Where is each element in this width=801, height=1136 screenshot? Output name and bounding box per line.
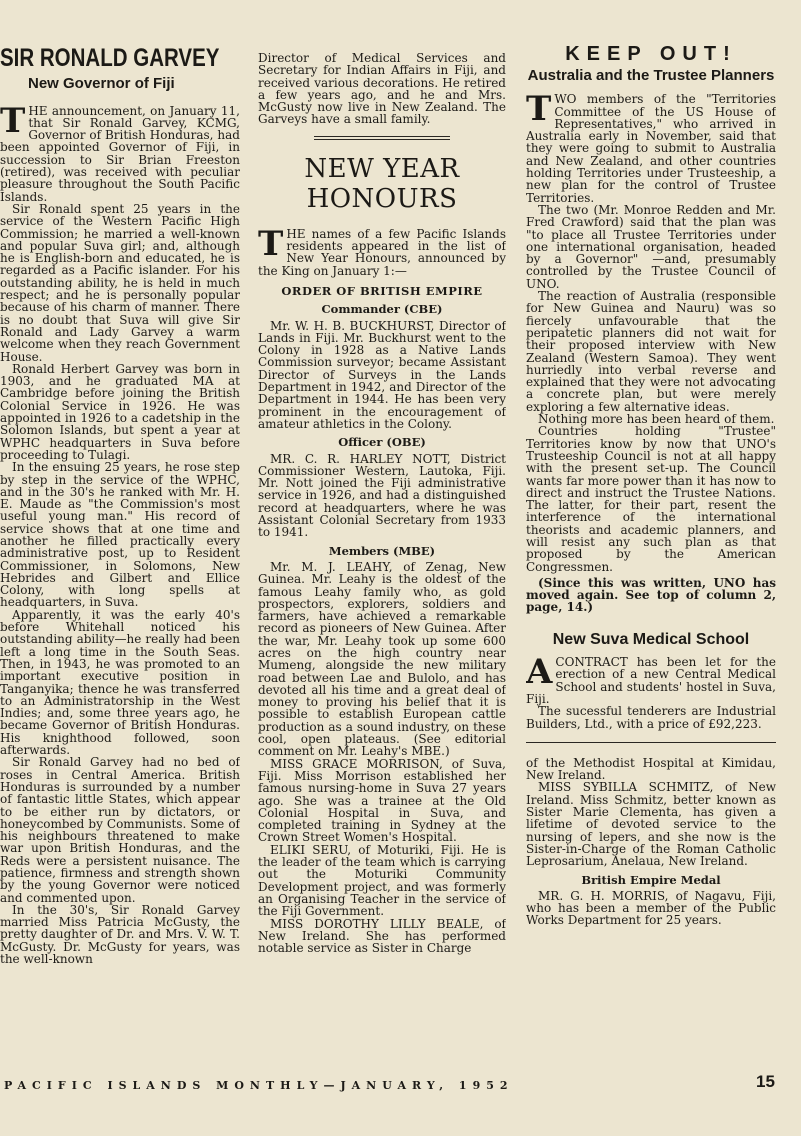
paragraph: Apparently, it was the early 40's before Whitehall noticed his outstanding ability—he really had been left a long time in the South Seas. Then, in 1943, he was promoted to an important executive position in Tanganyika; thence he was transferred to an Administratorship in the West Indies; and, some three years ago, he became Governor of British Honduras. His knighthood followed, soon afterwards. xyxy=(0,607,240,758)
paragraph: The two (Mr. Monroe Redden and Mr. Fred Crawford) said that the plan was "to place all Trustee Territories under one international organisation, headed by a Governor" —and, presumably controlled by the Trustee Council of UNO. xyxy=(526,202,776,291)
paragraph: In the 30's, Sir Ronald Garvey married Miss Patricia McGusty, the pretty daughter of Dr. and Mrs. V. W. T. McGusty. Dr. McGusty for years, was the well-known xyxy=(0,902,240,967)
divider xyxy=(314,139,450,140)
headline-medical-school: New Suva Medical School xyxy=(552,630,750,648)
divider xyxy=(314,136,450,137)
paragraph: MR. G. H. MORRIS, of Nagavu, Fiji, who has been a member of the Public Works Department for 25 years. xyxy=(526,888,776,928)
paragraph: ELIKI SERU, of Moturiki, Fiji. He is the leader of the team which is carrying out the Moturiki Community Development project, and was formerly an Organising Teacher in the service of the Fiji Government. xyxy=(258,842,506,919)
headline-garvey: SIR RONALD GARVEY xyxy=(0,46,220,72)
paragraph: Sir Ronald Garvey had no bed of roses in Central America. British Honduras is surrounded by a number of fantastic little States, which appear to be either run by dictators, or honeycombed by Communists. Some of his neighbours threatened to make war upon British Honduras, and the Reds were a persistent nuisance. The patience, firmness and strength shown by the young Governor were noticed and commented upon. xyxy=(0,755,240,905)
paragraph: MISS SYBILLA SCHMITZ, of New Ireland. Miss Schmitz, better known as Sister Marie Clementa, has given a lifetime of devoted service to the nursing of lepers, and she now is the Sister-in-Charge of the Roman Catholic Leprosarium, Anelaua, New Ireland. xyxy=(526,780,776,869)
section-heading: ORDER OF BRITISH EMPIRE xyxy=(281,283,483,298)
paragraph: THE announcement, on January 11, that Sir Ronald Garvey, KCMG, Governor of British Honduras, had been appointed Governor of Fiji, in succession to Sir Brian Freeston (retired), was received with peculiar pleasure throughout the South Pacific Islands. xyxy=(0,100,240,204)
subhead-trustee: Australia and the Trustee Planners xyxy=(527,67,775,85)
paragraph: The sucessful tenderers are Industrial Builders, Ltd., with a price of £92,223. xyxy=(526,704,776,731)
headline-keep-out: KEEP OUT! xyxy=(565,46,737,65)
paragraph: Sir Ronald spent 25 years in the service of the Western Pacific High Commission; he married a well-known and popular Suva girl; and, although he is English-born and educated, he is regarded as a Pacific islander. For his outstanding ability, he is held in much respect; and he is personally popular because of his charm of manner. There is no doubt that Suva will give Sir Ronald and Lady Garvey a warm welcome when they reach Government House. xyxy=(0,201,240,364)
headline-honours: NEW YEAR HONOURS xyxy=(304,153,460,214)
paragraph: TWO members of the "Territories Committee of the US House of Representatives," who arrived in Australia early in November, said that they were going to submit to Australia and New Zealand, and other countries holding Territories under Trusteeship, a new plan for the control of Trustee Territories. xyxy=(526,89,776,205)
paragraph: MISS DOROTHY LILLY BEALE, of New Ireland. She has performed notable service as Sister in Charge xyxy=(258,916,506,956)
footer-masthead: PACIFIC ISLANDS MONTHLY—JANUARY, 1952 xyxy=(4,1079,514,1092)
paragraph: MISS GRACE MORRISON, of Suva, Fiji. Miss Morrison established her famous nursing-home in Suva 27 years ago. She was a trainee at the Old Colonial Hospital in Suva, and completed training in Sydney at the Crown Street Women's Hospital. xyxy=(258,756,506,845)
paragraph: of the Methodist Hospital at Kimidau, New Ireland. xyxy=(526,755,776,783)
paragraph: ACONTRACT has been let for the erection of a new Central Medical School and students' hostel in Suva, Fiji. xyxy=(526,652,776,706)
column-garvey xyxy=(0,46,240,1076)
paragraph: The reaction of Australia (responsible for New Guinea and Nauru) was so fiercely unfavourable that the peripatetic planners did not wait for their proposed interview with New Zealand (Western Samoa). They went hurriedly into verbal reverse and explained that they were not advocating a concrete plan, but were merely exploring a few alternative ideas. xyxy=(526,289,776,414)
subhead-governor: New Governor of Fiji xyxy=(28,75,175,93)
page-number: 15 xyxy=(756,1072,775,1091)
drop-cap: T xyxy=(526,89,552,130)
paragraph: In the ensuing 25 years, he rose step by step in the service of the WPHC, and in the 30's he ranked with Mr. H. E. Maude as "the Commission's most useful young man." His record of service shows that at one time and another he filled practically every administrative post, up to Resident Commissioner, in Solomons, New Hebrides and Gilbert and Ellice Colony, with long spells at headquarters, in Suva. xyxy=(0,460,240,610)
paragraph: Countries holding "Trustee" Territories know by now that UNO's Trusteeship Council is not at all happy with the present set-up. The Council wants far more power than it has now to direct and instruct the Trustee Nations. The latter, for their part, resent the interference of the international theorists and academic planners, and will resist any such plan as that proposed by the American Congressmen. xyxy=(526,424,776,574)
rank-heading: British Empire Medal xyxy=(581,872,721,887)
rank-heading: Members (MBE) xyxy=(328,543,436,558)
paragraph: THE names of a few Pacific Islands residents appeared in the list of New Year Honours, announced by the King on January 1:— xyxy=(258,223,506,278)
paragraph: Mr. W. H. B. BUCKHURST, Director of Lands in Fiji. Mr. Buckhurst went to the Colony in 1928 as a Native Lands Commission surveyor; became Assistant Director of Surveys in the Lands Department in 1942, and Director of the Department in 1944. He has been very prominent in the encouragement of amateur athletics in the Colony. xyxy=(258,318,506,431)
drop-cap: T xyxy=(258,223,284,264)
rank-heading: Officer (OBE) xyxy=(338,435,426,450)
drop-cap: T xyxy=(0,100,26,141)
editor-note: (Since this was written, UNO has moved again. See top of column 2, page, 14.) xyxy=(526,575,776,615)
paragraph: Director of Medical Services and Secretary for Indian Affairs in Fiji, and received various decorations. He retired a few years ago, and he and Mrs. McGusty now live in New Zealand. The Garveys have a small family. xyxy=(258,51,506,127)
paragraph: Nothing more has been heard of them. xyxy=(538,412,775,427)
drop-cap: A xyxy=(526,652,553,693)
paragraph: MR. C. R. HARLEY NOTT, District Commissioner Western, Lautoka, Fiji. Mr. Nott joined the Fiji administrative service in 1926, and had a distinguished record at headquarters, where he was Assistant Colonial Secretary from 1933 to 1941. xyxy=(258,451,506,540)
column-keep-out xyxy=(526,46,776,1076)
divider xyxy=(526,742,776,743)
paragraph: Mr. M. J. LEAHY, of Zenag, New Guinea. Mr. Leahy is the oldest of the famous Leahy family who, as gold prospectors, explorers, soldiers and farmers, have achieved a remarkable record as pioneers of New Guinea. After the war, Mr. Leahy took up some 600 acres on the high country near Mumeng, alongside the new military road between Lae and Bulolo, and has devoted all his time and a great deal of money to proving his belief that it is possible to establish European cattle production as a sound industry, on these cool, open plateaus. (See editorial comment on Mr. Leahy's MBE.) xyxy=(258,559,506,759)
column-honours xyxy=(258,46,506,1076)
rank-heading: Commander (CBE) xyxy=(321,302,443,317)
paragraph: Ronald Herbert Garvey was born in 1903, and he graduated MA at Cambridge before joining the British Colonial Service in 1926. He was appointed in 1926 to a cadetship in the Solomon Islands, but spent a year at WPHC headquarters in Suva before proceeding to Tulagi. xyxy=(0,361,240,462)
